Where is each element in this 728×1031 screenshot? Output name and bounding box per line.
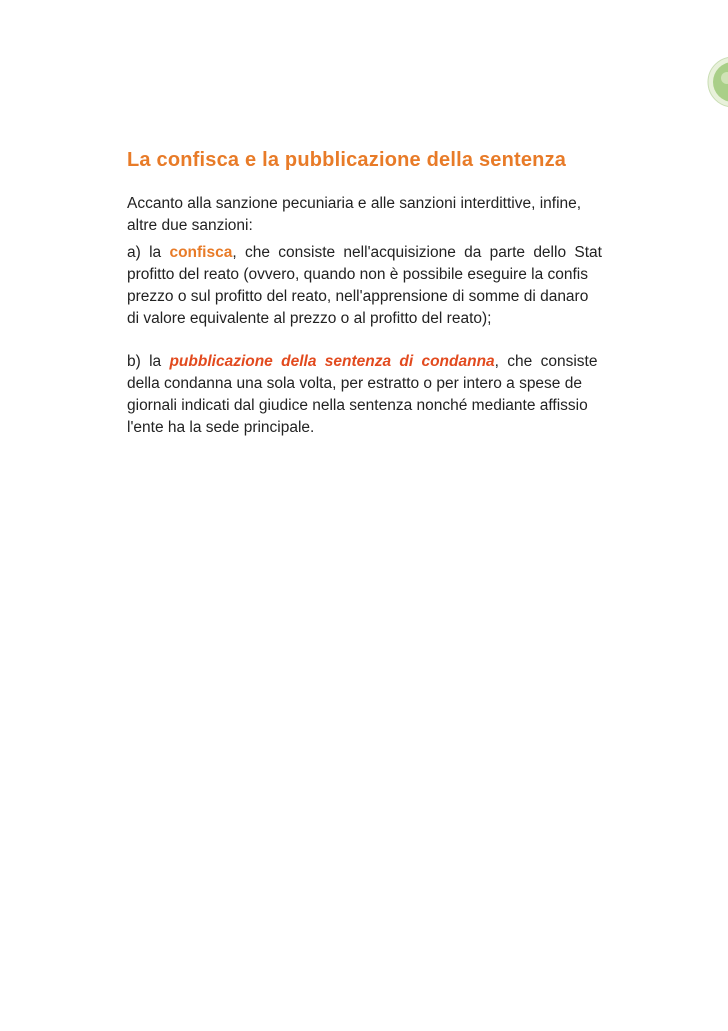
item-b-prefix: b) la [127,353,170,370]
item-a-line-4: di valore equivalente al prezzo o al profitto del reato); [127,310,492,327]
green-circle-logo-icon [703,56,728,108]
item-a-keyword: confisca [169,244,233,261]
item-b-line-4: l'ente ha la sede principale. [127,419,315,436]
item-b-line-1 [127,351,728,373]
intro-line-1: Accanto alla sanzione pecuniaria e alle sanzioni interdittive, infine, [127,195,582,212]
logo [703,56,728,108]
item-a-paragraph [127,242,728,330]
item-b-line-1-rest: , che consiste [494,353,598,370]
item-a-line-2: profitto del reato (ovvero, quando non è possibile eseguire la confis [127,266,588,283]
item-b-line-3: giornali indicati dal giudice nella sentenza nonché mediante affissio [127,397,588,414]
intro-line-2: altre due sanzioni: [127,217,253,234]
slide-title: La confisca e la pubblicazione della sentenza [127,149,567,171]
intro-paragraph [127,193,728,237]
item-a-line-3: prezzo o sul profitto del reato, nell'apprensione di somme di danaro [127,288,589,305]
item-a-line-1 [127,242,728,264]
item-a-prefix: a) la [127,244,170,261]
slide-content [127,148,728,439]
item-b-keyword: pubblicazione della sentenza di condanna [169,353,495,370]
item-b-paragraph [127,351,728,439]
item-b-line-2: della condanna una sola volta, per estratto o per intero a spese de [127,375,582,392]
item-a-line-1-rest: , che consiste nell'acquisizione da parte dello Stat [232,244,602,261]
